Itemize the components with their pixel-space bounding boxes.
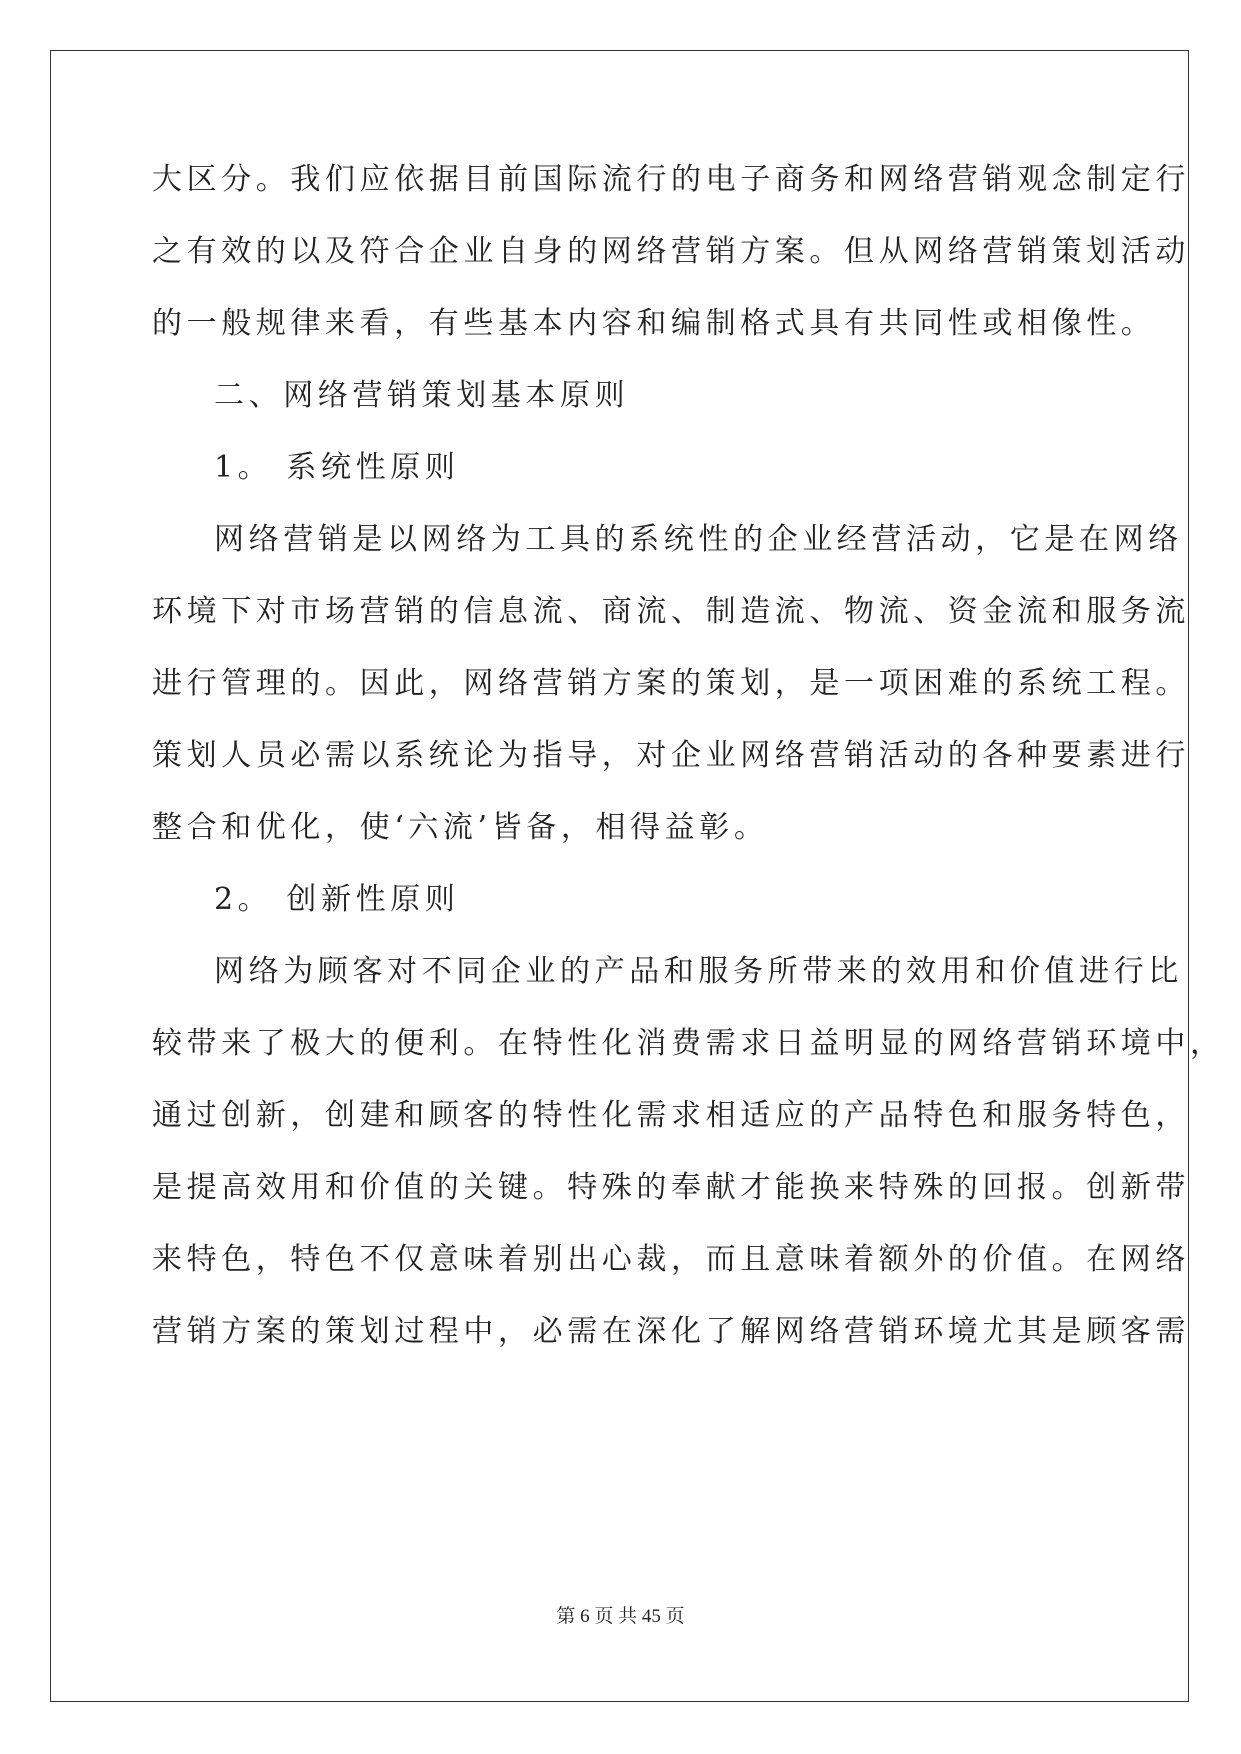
text-line: 大区分。我们应依据目前国际流行的电子商务和网络营销观念制定行: [152, 162, 1190, 197]
text-line: 的一般规律来看，有些基本内容和编制格式具有共同性或相像性。: [152, 306, 1156, 341]
text-line: 环境下对市场营销的信息流、商流、制造流、物流、资金流和服务流: [152, 594, 1190, 629]
text-line: 来特色，特色不仅意味着别出心裁，而且意味着额外的价值。在网络: [152, 1242, 1190, 1277]
text-line: 较带来了极大的便利。在特性化消费需求日益明显的网络营销环境中，: [152, 1026, 1225, 1061]
section-heading: 二、网络营销策划基本原则: [214, 378, 630, 413]
text-line: 策划人员必需以系统论为指导，对企业网络营销活动的各种要素进行: [152, 738, 1190, 773]
text-line: 是提高效用和价值的关键。特殊的奉献才能换来特殊的回报。创新带: [152, 1170, 1190, 1205]
text-line: 网络为顾客对不同企业的产品和服务所带来的效用和价值进行比: [214, 954, 1183, 989]
text-line: 营销方案的策划过程中，必需在深化了解网络营销环境尤其是顾客需: [152, 1314, 1190, 1349]
text-line: 整合和优化，使‘六流’皆备，相得益彰。: [152, 810, 769, 845]
text-line: 网络营销是以网络为工具的系统性的企业经营活动，它是在网络: [214, 522, 1183, 557]
page-number: 第 6 页 共 45 页: [556, 1606, 685, 1627]
text-line: 之有效的以及符合企业自身的网络营销方案。但从网络营销策划活动: [152, 234, 1190, 269]
subsection-heading: 1。 系统性原则: [214, 450, 460, 485]
text-line: 通过创新，创建和顾客的特性化需求相适应的产品特色和服务特色，: [152, 1098, 1190, 1133]
subsection-heading: 2。 创新性原则: [214, 882, 460, 917]
page-border: [50, 50, 1189, 1702]
text-line: 进行管理的。因此，网络营销方案的策划，是一项困难的系统工程。: [152, 666, 1190, 701]
